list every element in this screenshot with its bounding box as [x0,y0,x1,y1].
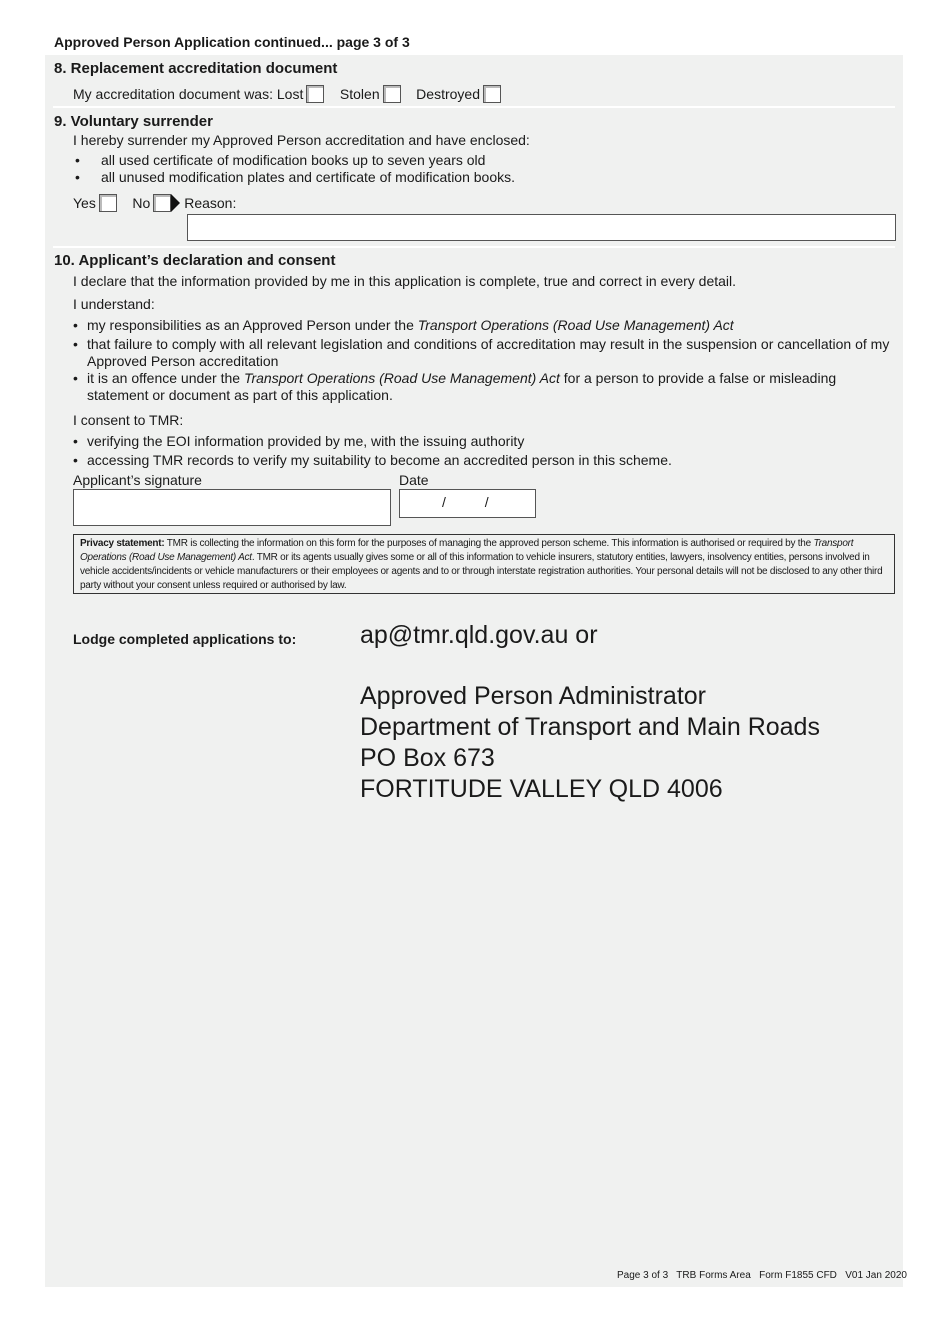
lodge-email: ap@tmr.qld.gov.au or [360,621,598,649]
yes-checkbox[interactable] [99,194,117,212]
stolen-checkbox[interactable] [383,85,401,103]
section-10-title: 10. Applicant’s declaration and consent [54,252,336,269]
declaration-text: I declare that the information provided by me in this application is complete, true and correct in every detail. [73,273,737,289]
address-line: PO Box 673 [360,744,495,772]
lodge-label: Lodge completed applications to: [73,631,297,647]
privacy-statement: Privacy statement: TMR is collecting the information on this form for the purposes of managing the approved person scheme. This information is authorised or required by the Transport Operations (Road Use Management) Act. TMR or its agents usually gives some or all of this information to vehicle insurers, statutory entities, lawyers, insolvency entities, persons involved in vehicle accidents/incidents or vehicle manufacturers or their employees or agents and to or through interstate registration authorities. Your personal details will not be disclosed to any other third party without your consent unless required or authorised by law. [73,534,895,594]
consent-label: I consent to TMR: [73,412,184,428]
section-9-list [73,152,873,186]
understand-list [73,317,893,404]
section-9-title: 9. Voluntary surrender [54,113,213,130]
list-item: • it is an offence under the Transport Operations (Road Use Management) Act for a person to provide a false or misleading statement or document as part of this application. [73,370,893,404]
page-header: Approved Person Application continued... page 3 of 3 [54,34,410,50]
destroyed-checkbox[interactable] [483,85,501,103]
reason-label: Reason: [184,195,237,211]
no-label: No [132,195,151,211]
no-checkbox[interactable] [153,194,171,212]
arrow-right-icon [171,194,180,212]
understand-label: I understand: [73,296,155,312]
list-item: • accessing TMR records to verify my suitability to become an accredited person in this scheme. [73,452,893,469]
list-item: • my responsibilities as an Approved Person under the Transport Operations (Road Use Management) Act [73,317,893,334]
prompt: My accreditation document was: [73,86,273,102]
yes-label: Yes [73,195,96,211]
destroyed-label: Destroyed [416,86,480,102]
section-8-options [73,85,501,103]
stolen-label: Stolen [339,86,380,102]
address-line: Department of Transport and Main Roads [360,713,820,741]
list-item: • verifying the EOI information provided by me, with the issuing authority [73,433,893,450]
lost-label: Lost [276,86,304,102]
address-line: FORTITUDE VALLEY QLD 4006 [360,775,723,803]
date-label: Date [399,472,429,488]
date-field[interactable]: / / [399,489,536,518]
list-item: • all used certificate of modification books up to seven years old [73,152,873,169]
signature-label: Applicant’s signature [73,472,202,488]
signature-field[interactable] [73,489,391,526]
list-item: • all unused modification plates and certificate of modification books. [73,169,873,186]
section-9-intro: I hereby surrender my Approved Person accreditation and have enclosed: [73,132,530,148]
lodge-address [360,681,820,805]
consent-list [73,433,893,469]
list-item: • that failure to comply with all relevant legislation and conditions of accreditation may result in the suspension or cancellation of my Approved Person accreditation [73,336,893,370]
page-footer: Page 3 of 3 TRB Forms Area Form F1855 CFD V01 Jan 2020 [617,1270,907,1281]
reason-input[interactable] [187,214,896,241]
section-8-title: 8. Replacement accreditation document [54,60,338,77]
divider [53,106,895,108]
lost-checkbox[interactable] [306,85,324,103]
surrender-choice [73,194,236,212]
divider [53,246,895,248]
address-line: Approved Person Administrator [360,682,707,710]
